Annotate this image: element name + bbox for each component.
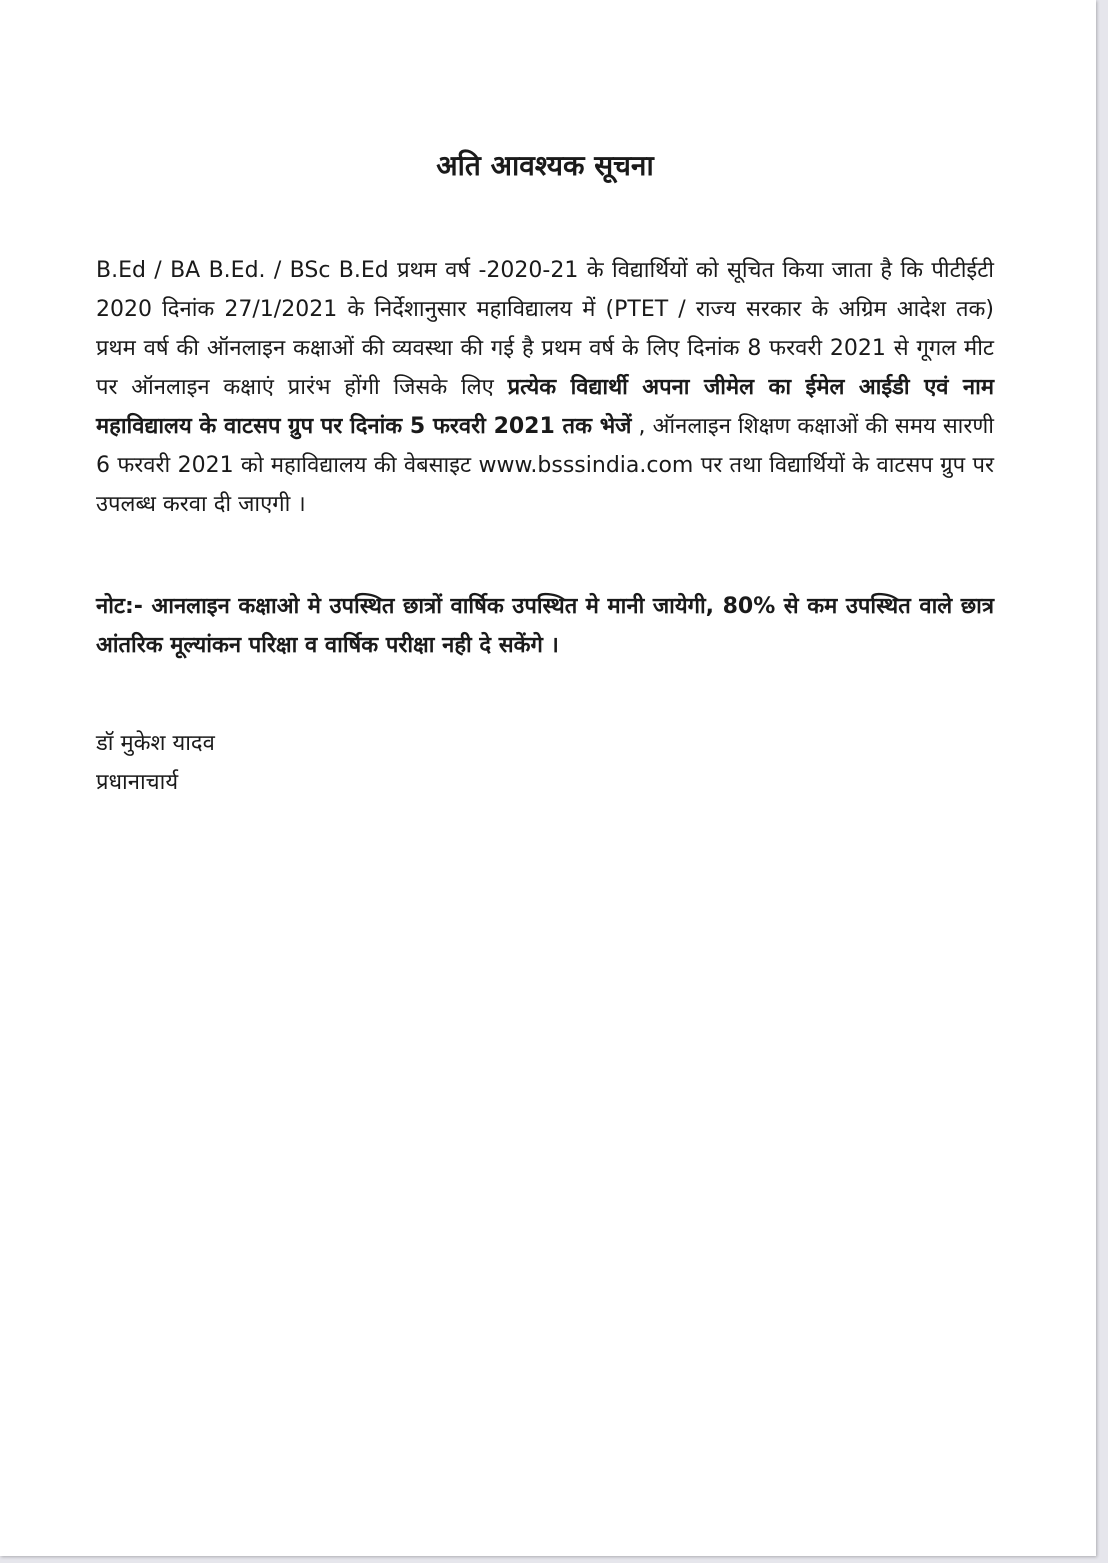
notice-body-text-1: B.Ed / BA B.Ed. / BSc B.Ed प्रथम वर्ष -2020-21 के विद्यार्थियों को सूचित किया जाता है कि पीटीईटी 2020 दिनांक 27/1/2021 के निर्देशानुसार महाविद्यालय में (PTET / राज्य सरकार के अग्रिम आदेश तक) प्रथम वर्ष की ऑनलाइन कक्षाओं की व्यवस्था की गई है प्रथम वर्ष के लिए दिनांक 8 फरवरी 2021 से गूगल मीट पर ऑनलाइन कक्षाएं प्रारंभ होंगी जिसके लिए xyxy=(96,258,994,400)
notice-body-text-2: , ऑनलाइन शिक्षण कक्षाओं की समय सारणी 6 फरवरी 2021 को महाविद्यालय की वेबसाइट www.bsssindia.com पर तथा विद्यार्थियों के वाटसप ग्रुप पर उपलब्ध करवा दी जाएगी । xyxy=(96,414,994,517)
signatory-name: डॉ मुकेश यादव xyxy=(96,731,215,756)
notice-note: नोट:- आनलाइन कक्षाओ मे उपस्थित छात्रों वार्षिक उपस्थित मे मानी जायेगी, 80% से कम उपस्थित वाले छात्र आंतरिक मूल्यांकन परिक्षा व वार्षिक परीक्षा नही दे सकेंगे । xyxy=(96,594,994,658)
signature-block xyxy=(96,724,496,802)
notice-body-bold-text: प्रत्येक विद्यार्थी अपना जीमेल का ईमेल आईडी एवं नाम महाविद्यालय के वाटसप ग्रुप पर दिनांक 5 फरवरी 2021 तक भेजें xyxy=(96,375,994,439)
signatory-designation: प्रधानाचार्य xyxy=(96,770,179,795)
notice-body xyxy=(96,251,994,524)
notice-title: अति आवश्यक सूचना xyxy=(436,149,654,182)
